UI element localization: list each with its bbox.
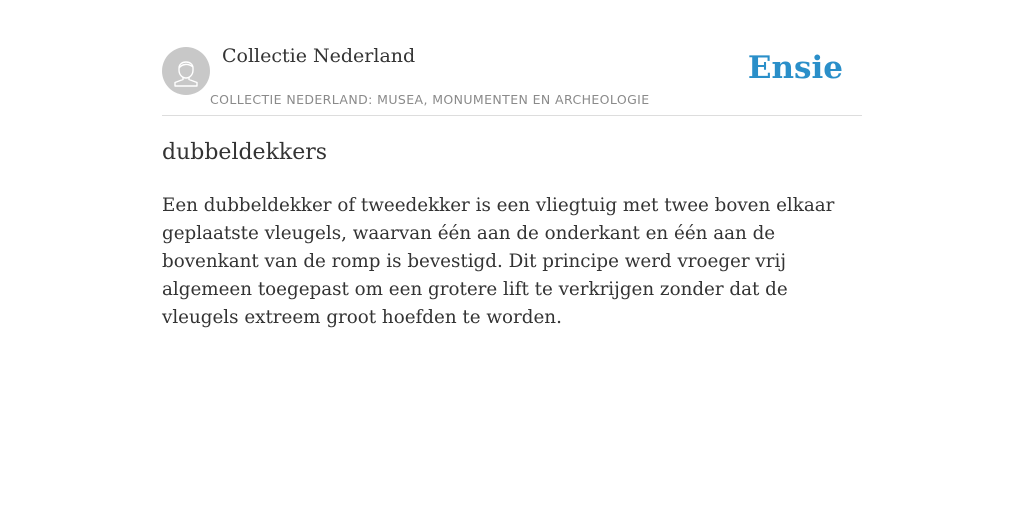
collection-name: COLLECTIE NEDERLAND: MUSEA, MONUMENTEN EN ARCHEOLOGIE (210, 92, 650, 107)
entry-term: dubbeldekkers (162, 140, 328, 165)
author-name-link[interactable]: Collectie Nederland (222, 45, 416, 67)
entry-definition: Een dubbeldekker of tweedekker is een vliegtuig met twee boven elkaar geplaatste vleugels, waarvan één aan de onderkant en één aan de bovenkant van de romp is bevestigd. Dit principe werd vroeger vrij algemeen toegepast om een grotere lift te verkrijgen zonder dat de vleugels extreem groot hoefden te worden. (162, 195, 835, 328)
avatar[interactable] (162, 47, 210, 95)
entry-header (162, 40, 862, 116)
user-silhouette-icon (162, 47, 210, 95)
ensie-logo[interactable]: Ensie (747, 50, 843, 86)
